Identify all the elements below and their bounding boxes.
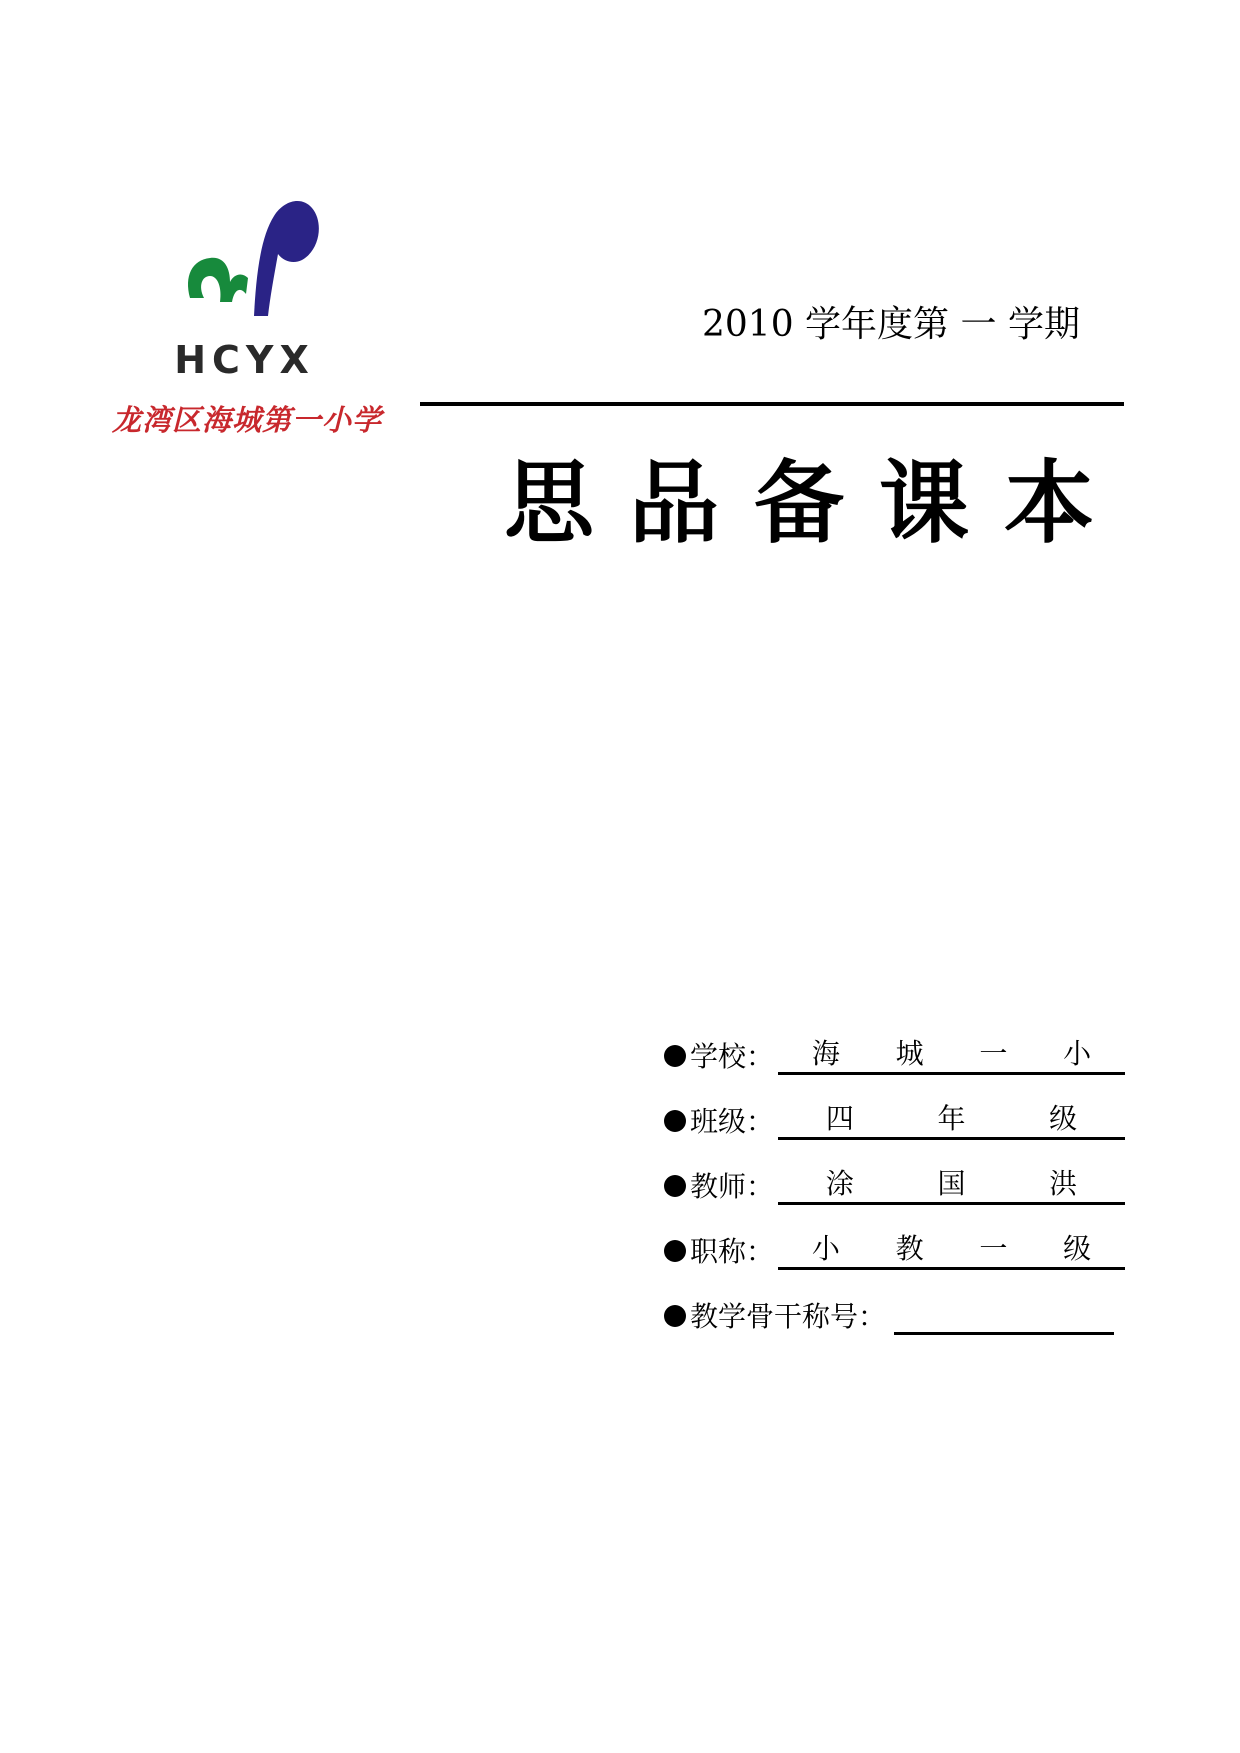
title-char: 品 [629,451,719,556]
logo-letters: HCYX [174,338,315,382]
teacher-row [664,1140,1125,1205]
honor-row [664,1270,1125,1335]
page-title [504,430,1094,560]
field-char: 小 [1063,1037,1092,1070]
logo-emblem-icon [184,198,324,348]
field-char: 一 [979,1037,1008,1070]
field-char: 涂 [825,1167,854,1200]
field-char: 级 [1049,1102,1078,1135]
field-char: 小 [811,1232,840,1265]
bullet-icon [664,1305,686,1327]
field-char: 城 [895,1037,924,1070]
field-char: 海 [811,1037,840,1070]
field-char: 四 [825,1102,854,1135]
field-char: 级 [1063,1232,1092,1265]
logo-school-name: 龙湾区海城第一小学 [112,403,383,437]
bullet-icon [664,1175,686,1197]
header-divider [420,402,1124,406]
field-char: 一 [979,1232,1008,1265]
title-char: 课 [879,451,969,556]
bullet-icon [664,1110,686,1132]
field-char: 国 [937,1167,966,1200]
semester-line: 2010 学年度第 一 学期 [702,304,1080,345]
school-field[interactable] [778,1036,1125,1075]
teacher-field[interactable] [778,1166,1125,1205]
title-char: 本 [1004,451,1094,556]
bullet-icon [664,1045,686,1067]
school-label: 学校： [690,1040,775,1073]
title-char: 备 [754,451,844,556]
field-char: 教 [895,1232,924,1265]
honor-label: 教学骨干称号： [690,1300,887,1333]
bullet-icon [664,1240,686,1262]
school-logo [112,198,412,438]
teacher-label: 教师： [690,1170,775,1203]
class-field[interactable] [778,1101,1125,1140]
field-char: 洪 [1049,1167,1078,1200]
info-block [664,1010,1125,1335]
school-row [664,1010,1125,1075]
class-label: 班级： [690,1105,775,1138]
class-row [664,1075,1125,1140]
honor-field[interactable] [894,1332,1114,1335]
rank-label: 职称： [690,1235,775,1268]
title-char: 思 [504,451,594,556]
field-char: 年 [937,1102,966,1135]
rank-field[interactable] [778,1231,1125,1270]
rank-row [664,1205,1125,1270]
